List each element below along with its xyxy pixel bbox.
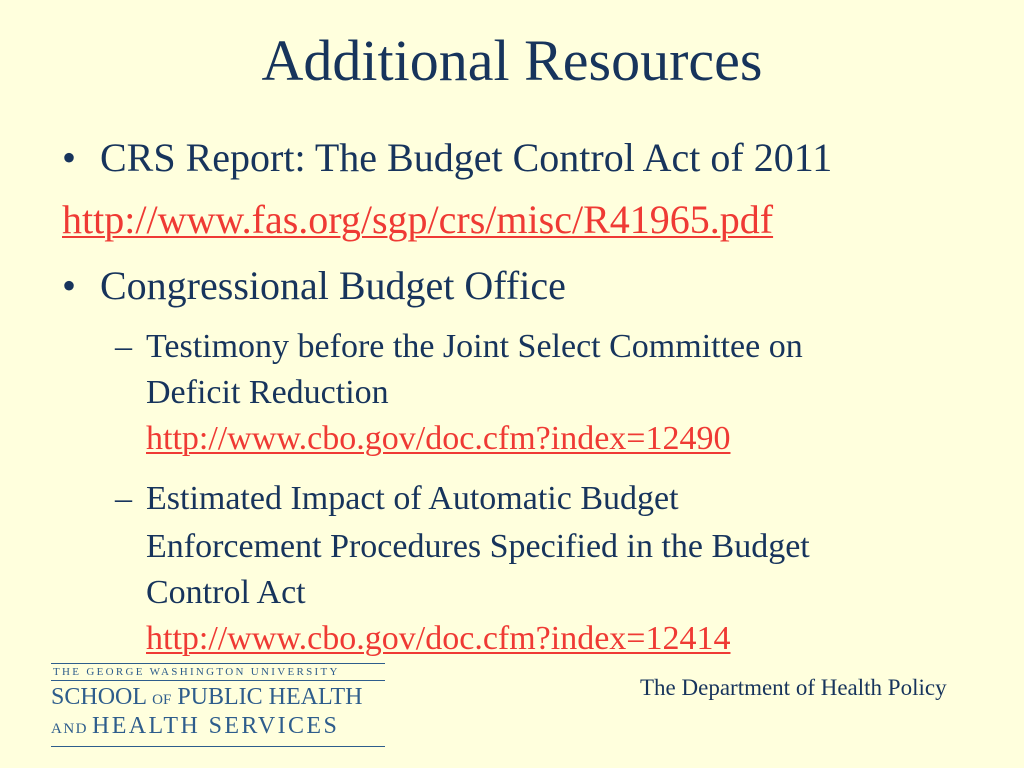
subitem-text-line: Testimony before the Joint Select Committee on bbox=[146, 328, 803, 365]
sub-dash: – bbox=[115, 480, 132, 517]
subitem-link-line bbox=[146, 618, 730, 660]
logo-health-services-line bbox=[51, 713, 385, 742]
subitem-text-line: Estimated Impact of Automatic Budget bbox=[146, 480, 679, 517]
crs-report-link[interactable]: http://www.fas.org/sgp/crs/misc/R41965.pdf bbox=[62, 197, 774, 242]
cbo-testimony-link[interactable]: http://www.cbo.gov/doc.cfm?index=12490 bbox=[146, 420, 731, 457]
department-name: The Department of Health Policy bbox=[640, 675, 947, 700]
logo-and-text: AND bbox=[51, 721, 88, 737]
logo-public-health-text: PUBLIC HEALTH bbox=[177, 684, 363, 710]
subitem-text-line: Control Act bbox=[146, 574, 306, 611]
logo-rule-bottom bbox=[51, 746, 385, 747]
bullet-text: Congressional Budget Office bbox=[100, 263, 566, 308]
logo-school-text: SCHOOL bbox=[51, 684, 147, 710]
bullet-marker: • bbox=[62, 135, 77, 180]
bullet-text: CRS Report: The Budget Control Act of 2011 bbox=[100, 135, 833, 180]
slide-title: Additional Resources bbox=[261, 28, 763, 93]
logo-health-services-text: HEALTH SERVICES bbox=[92, 713, 340, 739]
gwu-sphhs-logo bbox=[51, 663, 385, 747]
logo-of-text: OF bbox=[152, 692, 172, 708]
bullet-marker: • bbox=[62, 263, 77, 308]
subitem-text-line: Enforcement Procedures Specified in the Budget bbox=[146, 528, 810, 565]
crs-report-link-line bbox=[62, 196, 773, 244]
subitem-link-line bbox=[146, 418, 730, 460]
subitem-text-line: Deficit Reduction bbox=[146, 374, 389, 411]
cbo-estimated-impact-link[interactable]: http://www.cbo.gov/doc.cfm?index=12414 bbox=[146, 620, 731, 657]
logo-rule-middle bbox=[51, 680, 385, 681]
sub-dash: – bbox=[115, 328, 132, 365]
logo-school-line bbox=[51, 684, 385, 713]
logo-university-name: THE GEORGE WASHINGTON UNIVERSITY bbox=[53, 666, 340, 678]
